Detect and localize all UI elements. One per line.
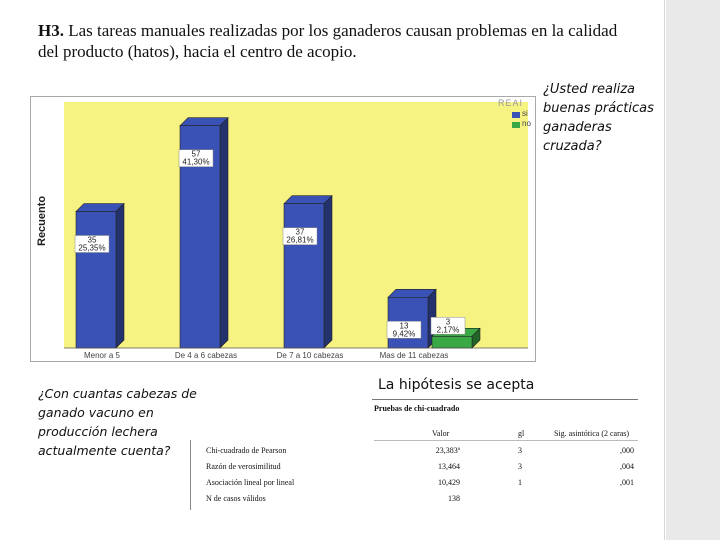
hypothesis-number: H3.: [38, 21, 64, 40]
column-header-sig: Sig. asintótica (2 caras): [554, 429, 630, 438]
row-value-linear: 10,429: [438, 478, 460, 487]
y-axis-label: Recuento: [36, 195, 48, 246]
chi-square-table-title: Pruebas de chi-cuadrado: [374, 404, 460, 413]
x-tick-label: De 4 a 6 cabezas: [174, 351, 238, 360]
bar-si-1-side: [220, 118, 228, 348]
row-sig-pearson: ,000: [620, 446, 634, 455]
hypothesis-heading: [38, 20, 638, 62]
row-label-pearson: Chi-cuadrado de Pearson: [206, 446, 287, 455]
conclusion-text: La hipótesis se acepta: [378, 377, 535, 393]
chart-bars: [30, 96, 536, 362]
bar-si-0-label: 35: [87, 235, 97, 245]
row-label-likelihood: Razón de verosimilitud: [206, 462, 281, 471]
bar-si-3-label: 9,42%: [392, 329, 416, 339]
slide-edge-line: [664, 0, 665, 540]
bar-si-1-label: 57: [191, 149, 201, 159]
table-left-rule: [190, 440, 191, 510]
x-tick-label: De 7 a 10 cabezas: [276, 351, 344, 360]
legend-swatch-no: [512, 122, 520, 128]
legend-label-no: no: [522, 119, 531, 128]
hypothesis-text: Las tareas manuales realizadas por los ganaderos causan problemas en la calidad del producto (hatos), hacia el centro de acopio.: [38, 21, 618, 61]
row-label-n: N de casos válidos: [206, 494, 266, 503]
row-sig-likelihood: ,004: [620, 462, 634, 471]
bar-si-3-label: 13: [399, 321, 409, 331]
chart-legend: [494, 96, 534, 136]
table-top-rule: [372, 399, 638, 400]
question-practices: ¿Usted realiza buenas prácticas ganaderas cruzada?: [543, 82, 654, 154]
row-label-linear: Asociación lineal por lineal: [206, 478, 295, 487]
bar-no-3-label: 3: [445, 317, 451, 327]
legend-swatch-si: [512, 112, 520, 118]
bar-no-3: [432, 336, 472, 348]
row-value-pearson: 23,383ª: [435, 446, 460, 455]
column-header-valor: Valor: [432, 429, 450, 438]
bar-si-0-side: [116, 204, 124, 349]
column-header-gl: gl: [518, 429, 525, 438]
row-sig-linear: ,001: [620, 478, 634, 487]
bar-si-0-label: 25,35%: [78, 243, 106, 253]
row-gl-likelihood: 3: [518, 462, 522, 471]
row-gl-linear: 1: [518, 478, 522, 487]
bar-si-2-side: [324, 196, 332, 348]
row-value-likelihood: 13,464: [438, 462, 460, 471]
row-gl-pearson: 3: [518, 446, 522, 455]
question-cattle-count: ¿Con cuantas cabezas de ganado vacuno en producción lechera actualmente cuenta?: [38, 386, 197, 458]
bar-si-2-label: 37: [295, 227, 305, 237]
bar-no-3-label: 2,17%: [436, 325, 460, 335]
bar-si-2: [284, 204, 324, 348]
slide-side-panel: [666, 0, 720, 540]
bar-si-2-label: 26,81%: [286, 235, 314, 245]
bar-si-0: [76, 212, 116, 349]
legend-title: REAI: [498, 98, 524, 108]
bar-si-1-label: 41,30%: [182, 157, 210, 167]
x-tick-label: Menor a 5: [83, 351, 121, 360]
row-value-n: 138: [448, 494, 460, 503]
legend-label-si: si: [522, 109, 528, 118]
bar-chart: [30, 96, 536, 362]
x-tick-label: Mas de 11 cabezas: [379, 351, 449, 360]
chi-square-table: [190, 424, 640, 510]
